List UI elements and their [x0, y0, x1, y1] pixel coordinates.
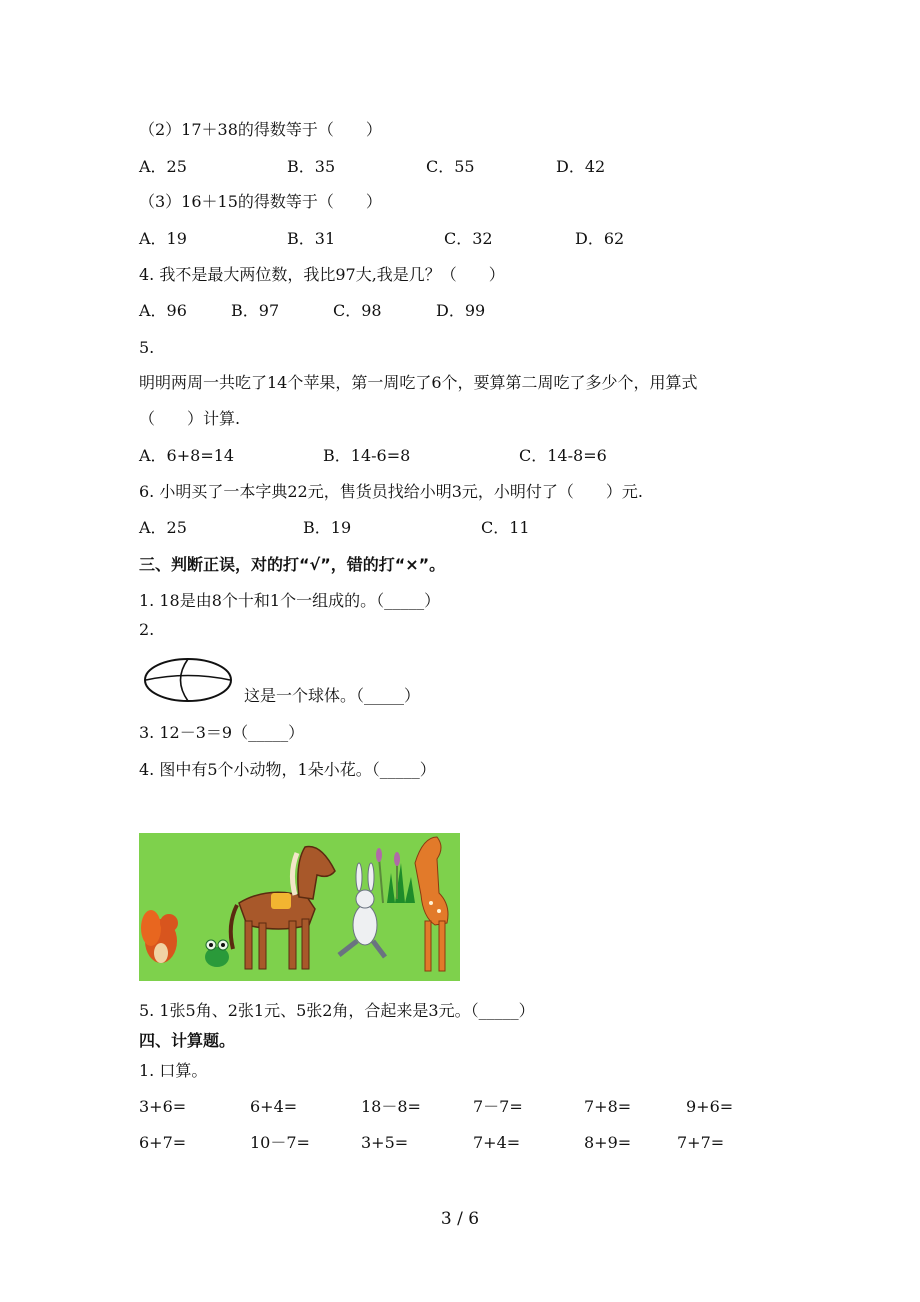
horse-figure: [231, 847, 335, 970]
page-number: 3 / 6: [440, 1209, 480, 1229]
oral-calc-heading: 1. 口算。: [139, 1061, 208, 1080]
judge-item-5: 5. 1张5角、2张1元、5张2角，合起来是3元。（_____）: [139, 1001, 535, 1020]
question-3-option-a: A．19: [139, 229, 187, 248]
squirrel-figure: [141, 910, 178, 963]
section-3-title: 三、判断正误，对的打“√”，错的打“×”。: [139, 555, 446, 574]
question-5-stem-line1: 明明两周一共吃了14个苹果，第一周吃了6个，要算第二周吃了多少个，用算式: [139, 373, 698, 392]
calc-r1-c6: 9+6=: [686, 1097, 734, 1116]
judge-item-1: 1. 18是由8个十和1个一组成的。（_____）: [139, 591, 441, 610]
sphere-outline-icon: [143, 657, 233, 703]
calc-r2-c6: 7+7=: [677, 1133, 725, 1152]
question-6-option-b: B．19: [303, 518, 352, 537]
judge-item-4: 4. 图中有5个小动物，1朵小花。（_____）: [139, 760, 436, 779]
calc-r2-c1: 6+7=: [139, 1133, 187, 1152]
question-6-option-a: A．25: [139, 518, 187, 537]
question-2-option-a: A．25: [139, 157, 187, 176]
judge-item-2-text: 这是一个球体。（_____）: [244, 686, 421, 705]
question-6-option-c: C．11: [481, 518, 530, 537]
calc-r1-c1: 3+6=: [139, 1097, 187, 1116]
question-6-stem: 6. 小明买了一本字典22元，售货员找给小明3元，小明付了（ ）元.: [139, 482, 643, 501]
question-3-option-c: C．32: [444, 229, 493, 248]
animals-illustration: [139, 833, 460, 981]
question-3-option-b: B．31: [287, 229, 336, 248]
section-4-title: 四、计算题。: [139, 1031, 236, 1050]
question-3-option-d: D．62: [575, 229, 625, 248]
question-3-stem: （3）16＋15的得数等于（ ）: [139, 192, 382, 211]
question-5-option-a: A．6+8=14: [139, 446, 235, 465]
question-4-option-a: A．96: [139, 301, 187, 320]
question-4-option-d: D．99: [436, 301, 486, 320]
calc-r1-c4: 7－7=: [473, 1097, 523, 1116]
question-5-stem-line2: （ ）计算.: [139, 409, 241, 428]
calc-r1-c3: 18－8=: [361, 1097, 421, 1116]
question-4-option-c: C．98: [333, 301, 382, 320]
question-2-stem: （2）17＋38的得数等于（ ）: [139, 120, 382, 139]
calc-r1-c5: 7+8=: [584, 1097, 632, 1116]
calc-r2-c5: 8+9=: [584, 1133, 632, 1152]
question-5-option-c: C．14-8=6: [519, 446, 607, 465]
question-5-number: 5.: [139, 338, 155, 357]
rabbit-figure: [339, 863, 385, 957]
judge-item-3: 3. 12－3＝9（_____）: [139, 723, 305, 742]
question-4-stem: 4. 我不是最大两位数，我比97大,我是几？（ ）: [139, 265, 505, 284]
calc-r2-c4: 7+4=: [473, 1133, 521, 1152]
calc-r2-c2: 10－7=: [250, 1133, 310, 1152]
question-2-option-c: C．55: [426, 157, 475, 176]
question-5-option-b: B．14-6=8: [323, 446, 411, 465]
deer-figure: [415, 837, 448, 971]
question-2-option-d: D．42: [556, 157, 606, 176]
question-4-option-b: B．97: [231, 301, 280, 320]
calc-r2-c3: 3+5=: [361, 1133, 409, 1152]
question-2-option-b: B．35: [287, 157, 336, 176]
calc-r1-c2: 6+4=: [250, 1097, 298, 1116]
grass-flower-figure: [376, 848, 415, 903]
frog-figure: [205, 940, 229, 967]
judge-item-2-number: 2.: [139, 620, 155, 639]
